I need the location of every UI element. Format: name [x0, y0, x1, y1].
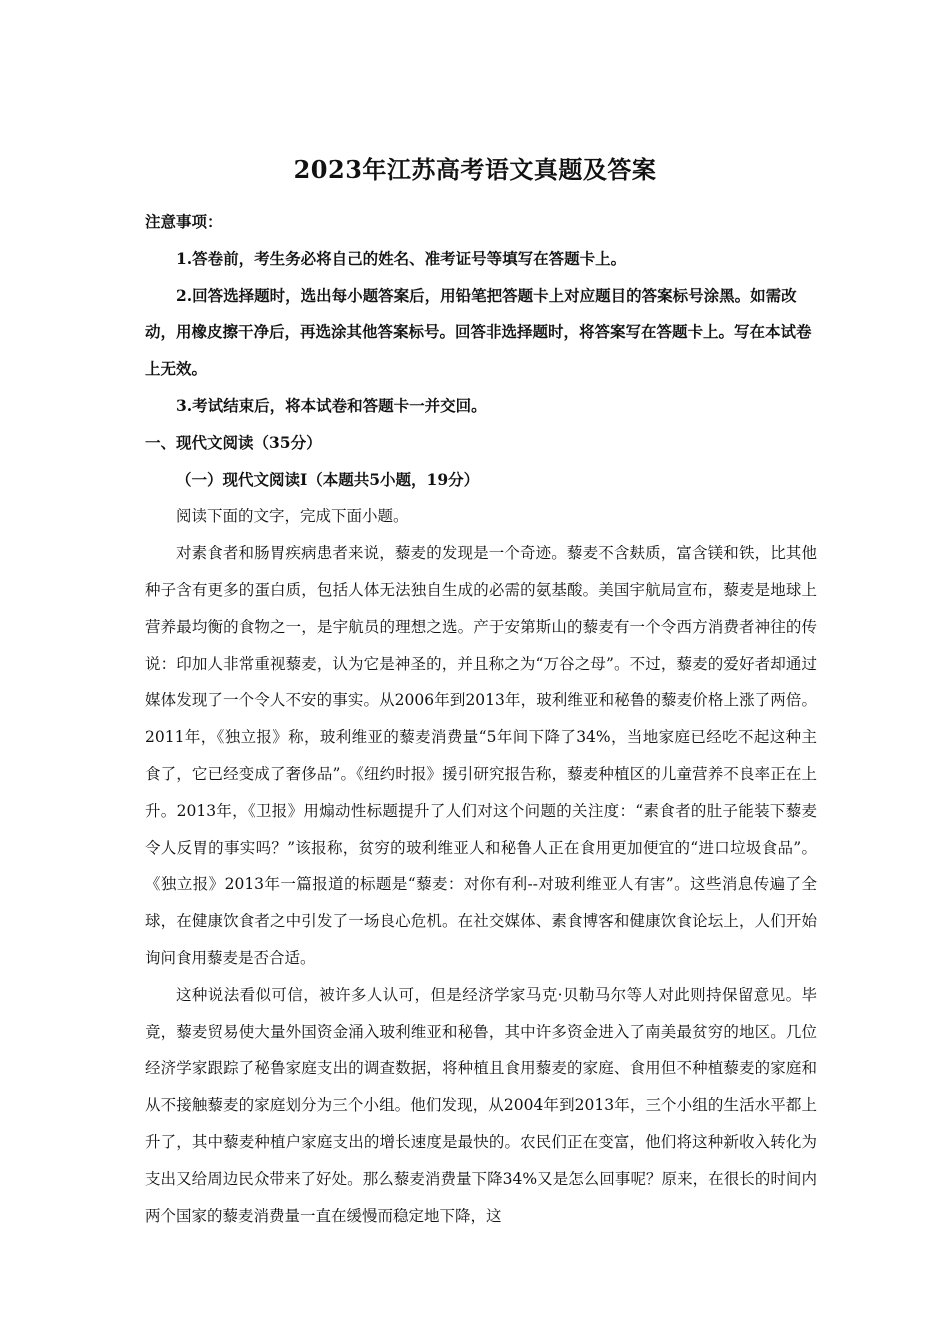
- subsection-heading: （一）现代文阅读Ⅰ（本题共5小题，19分）: [176, 469, 480, 489]
- page-title: 2023年江苏高考语文真题及答案: [293, 155, 657, 184]
- document-body: [145, 204, 817, 1234]
- reading-instruction: 阅读下面的文字，完成下面小题。: [176, 507, 409, 526]
- section-heading: 一、现代文阅读（35分）: [145, 432, 322, 452]
- notice-item-1: 1.答卷前，考生务必将自己的姓名、准考证号等填写在答题卡上。: [176, 248, 627, 268]
- passage-paragraph-2: 这种说法看似可信，被许多人认可，但是经济学家马克·贝勒马尔等人对此则持保留意见。毕竟，藜麦贸易使大量外国资金涌入玻利维亚和秘鲁，其中许多资金进入了南美最贫穷的地区。几位经济学家跟踪了秘鲁家庭支出的调查数据，将种植且食用藜麦的家庭、食用但不种植藜麦的家庭和从不接触藜麦的家庭划分为三个小组。他们发现，从2004年到2013年，三个小组的生活水平都上升了，其中藜麦种植户家庭支出的增长速度是最快的。农民们正在变富，他们将这种新收入转化为支出又给周边民众带来了好处。那么藜麦消费量下降34%又是怎么回事呢？原来，在很长的时间内两个国家的藜麦消费量一直在缓慢而稳定地下降，这: [145, 985, 817, 1225]
- passage-paragraph-1: 对素食者和肠胃疾病患者来说，藜麦的发现是一个奇迹。藜麦不含麸质，富含镁和铁，比其他种子含有更多的蛋白质，包括人体无法独自生成的必需的氨基酸。美国宇航局宣布，藜麦是地球上营养最均衡的食物之一，是宇航员的理想之选。产于安第斯山的藜麦有一个令西方消费者神往的传说：印加人非常重视藜麦，认为它是神圣的，并且称之为“万谷之母”。不过，藜麦的爱好者却通过媒体发现了一个令人不安的事实。从2006年到2013年，玻利维亚和秘鲁的藜麦价格上涨了两倍。2011年，《独立报》称，玻利维亚的藜麦消费量“5年间下降了34%，当地家庭已经吃不起这种主食了，它已经变成了奢侈品”。《纽约时报》援引研究报告称，藜麦种植区的儿童营养不良率正在上升。2013年，《卫报》用煽动性标题提升了人们对这个问题的关注度：“素食者的肚子能装下藜麦令人反胃的事实吗？”该报称，贫穷的玻利维亚人和秘鲁人正在食用更加便宜的“进口垃圾食品”。《独立报》2013年一篇报道的标题是“藜麦：对你有利--对玻利维亚人有害”。这些消息传遍了全球，在健康饮食者之中引发了一场良心危机。在社交媒体、素食博客和健康饮食论坛上，人们开始询问食用藜麦是否合适。: [145, 544, 817, 967]
- notice-item-2: 2.回答选择题时，选出每小题答案后，用铅笔把答题卡上对应题目的答案标号涂黑。如需改动，用橡皮擦干净后，再选涂其他答案标号。回答非选择题时，将答案写在答题卡上。写在本试卷上无效。: [145, 285, 812, 379]
- notice-item-3: 3.考试结束后，将本试卷和答题卡一并交回。: [176, 395, 487, 415]
- notice-heading: 注意事项：: [145, 212, 223, 231]
